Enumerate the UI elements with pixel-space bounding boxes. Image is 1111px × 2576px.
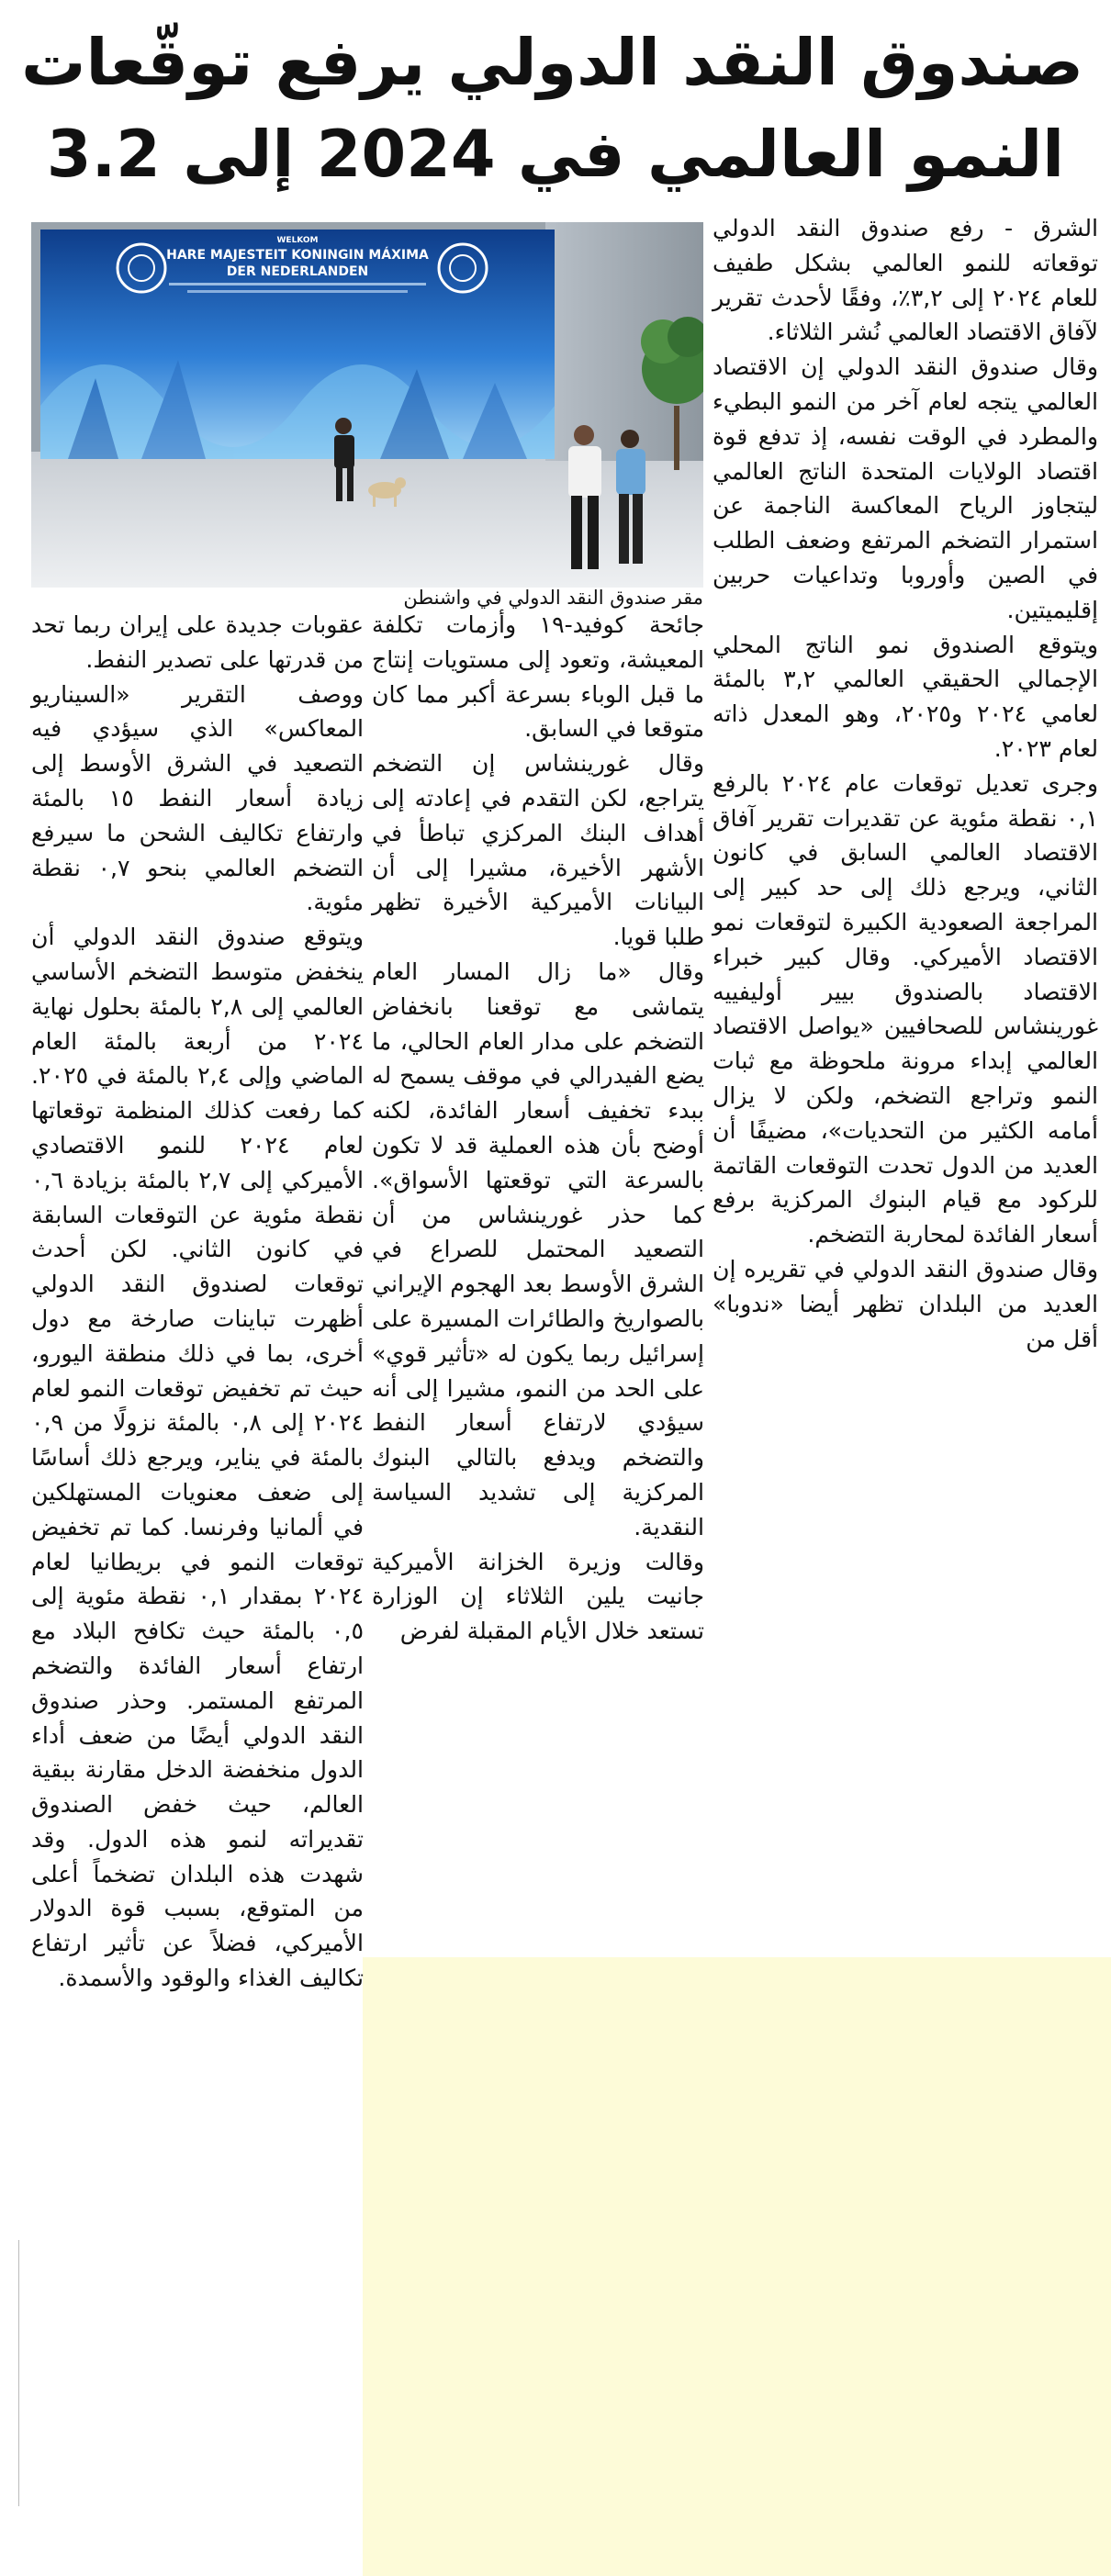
- paragraph: وقال «ما زال المسار العام يتماشى مع توقعنا بانخفاض التضخم على مدار العام الحالي، ما يضع الفيدرالي في موقف يسمح له ببدء تخفيف أسعار الفائدة، لكنه أوضح بأن هذه العملية قد لا تكون بالسرعة التي توقعتها الأسواق». كما حذر غورينشاس من أن التصعيد المحتمل للصراع في الشرق الأوسط بعد الهجوم الإيراني بالصواريخ والطائرات المسيرة على إسرائيل ربما يكون له «تأثير قوي» على الحد من النمو، مشيرا إلى أنه سيؤدي لارتفاع أسعار النفط والتضخم ويدفع بالتالي البنوك المركزية إلى تشديد السياسة النقدية.: [372, 958, 704, 1540]
- banner-title-line-1: HARE MAJESTEIT KONINGIN MÁXIMA: [166, 248, 429, 263]
- highlight-background: [363, 1957, 1111, 2576]
- imf-hall-photo: [31, 222, 703, 588]
- paragraph: ووصف التقرير «السيناريو المعاكس» الذي سيؤدي فيه التصعيد في الشرق الأوسط إلى زيادة أسعار النفط ١٥ بالمئة وارتفاع تكاليف الشحن ما سيرفع التضخم العالمي بنحو ٠,٧ نقطة مئوية.: [31, 680, 365, 916]
- paragraph: وقال صندوق النقد الدولي إن الاقتصاد العالمي يتجه لعام آخر من النمو البطيء والمطرد في الوقت نفسه، إذ تدفع قوة اقتصاد الولايات المتحدة الناتج العالمي ليتجاوز الرياح المعاكسة الناجمة عن استمرار التضخم المرتفع وضعف الطلب في الصين وأوروبا وتداعيات حربين إقليميتين.: [713, 353, 1098, 623]
- headline-line-1: صندوق النقد الدولي يرفع توقّعات: [21, 25, 1083, 100]
- paragraph: جائحة كوفيد-١٩ وأزمات تكلفة المعيشة، وتعود إلى مستويات إنتاج ما قبل الوباء بسرعة أكبر مما كان متوقعا في السابق.: [372, 611, 704, 743]
- paragraph: وقال صندوق النقد الدولي في تقريره إن العديد من البلدان تظهر أيضا «ندوبا» أقل من: [713, 1255, 1098, 1352]
- paragraph: ويتوقع صندوق النقد الدولي أن ينخفض متوسط التضخم الأساسي العالمي إلى ٢,٨ بالمئة بحلول نهاية ٢٠٢٤ من أربعة بالمئة العام الماضي وإلى ٢,٤ بالمئة في ٢٠٢٥. كما رفعت كذلك المنظمة توقعاتها لعام ٢٠٢٤ للنمو الاقتصادي الأميركي إلى ٢,٧ بالمئة بزيادة ٠,٦ نقطة مئوية عن التوقعات السابقة في كانون الثاني. لكن أحدث توقعات لصندوق النقد الدولي أظهرت تباينات صارخة مع دول أخرى، بما في ذلك منطقة اليورو، حيث تم تخفيض توقعات النمو لعام ٢٠٢٤ إلى ٠,٨ بالمئة نزولًا من ٠,٩ بالمئة في يناير، ويرجع ذلك أساسًا إلى ضعف معنويات المستهلكين في ألمانيا وفرنسا. كما تم تخفيض توقعات النمو في بريطانيا لعام ٢٠٢٤ بمقدار ٠,١ نقطة مئوية إلى ٠,٥ بالمئة حيث تكافح البلاد مع ارتفاع أسعار الفائدة والتضخم المرتفع المستمر. وحذر صندوق النقد الدولي أيضًا من ضعف أداء الدول منخفضة الدخل مقارنة ببقية العالم، حيث خفض الصندوق تقديراته لنمو هذه الدول. وقد شهدت هذه البلدان تضخماً أعلى من المتوقع، بسبب قوة الدولار الأميركي، فضلاً عن تأثير ارتفاع تكاليف الغذاء والوقود والأسمدة.: [31, 924, 364, 1992]
- article-column-1: [713, 211, 1098, 1356]
- banner-welcome: WELKOM: [276, 236, 319, 245]
- banner-title-line-2: DER NEDERLANDEN: [226, 264, 369, 279]
- paragraph: وقال غورينشاس إن التضخم يتراجع، لكن التقدم في إعادته إلى أهداف البنك المركزي تباطأ في الأشهر الأخيرة، مشيرا إلى أن البيانات الأميركية الأخيرة تظهر طلبا قويا.: [372, 750, 704, 951]
- photo-caption: مقر صندوق النقد الدولي في واشنطن: [403, 587, 703, 609]
- article-column-2: [372, 608, 704, 1649]
- paragraph: الشرق - رفع صندوق النقد الدولي توقعاته للنمو العالمي بشكل طفيف للعام ٢٠٢٤ إلى ٣,٢٪، وفقًا لأحدث تقرير لآفاق الاقتصاد العالمي نُشر الثلاثاء.: [713, 215, 1098, 346]
- headline: [21, 17, 1083, 205]
- paragraph: وقالت وزيرة الخزانة الأميركية جانيت يلين الثلاثاء إن الوزارة تستعد خلال الأيام المقبلة لفرض: [372, 1548, 704, 1645]
- margin-rule: [18, 2240, 19, 2506]
- paragraph: ويتوقع الصندوق نمو الناتج المحلي الإجمالي الحقيقي العالمي ٣,٢ بالمئة لعامي ٢٠٢٤ و٢٠٢٥، وهو المعدل ذاته لعام ٢٠٢٣.: [713, 631, 1099, 762]
- headline-line-2: النمو العالمي في 2024 إلى 3.2: [46, 117, 1065, 192]
- article-column-3: [31, 608, 364, 1996]
- news-photo: [31, 222, 703, 588]
- paragraph: عقوبات جديدة على إيران ربما تحد من قدرتها على تصدير النفط.: [31, 611, 364, 673]
- paragraph: وجرى تعديل توقعات عام ٢٠٢٤ بالرفع ٠,١ نقطة مئوية عن تقديرات تقرير آفاق الاقتصاد العالمي السابق في كانون الثاني، ويرجع ذلك إلى حد كبير إلى المراجعة الصعودية الكبيرة لتوقعات نمو الاقتصاد الأميركي. وقال كبير خبراء الاقتصاد بالصندوق بيير أوليفييه غورينشاس للصحافيين «يواصل الاقتصاد العالمي إبداء مرونة ملحوظة مع ثبات النمو وتراجع التضخم، ولكن لا يزال أمامه الكثير من التحديات»، مضيفًا أن العديد من الدول تحدت التوقعات القاتمة للركود مع قيام البنوك المركزية برفع أسعار الفائدة لمحاربة التضخم.: [713, 769, 1098, 1249]
